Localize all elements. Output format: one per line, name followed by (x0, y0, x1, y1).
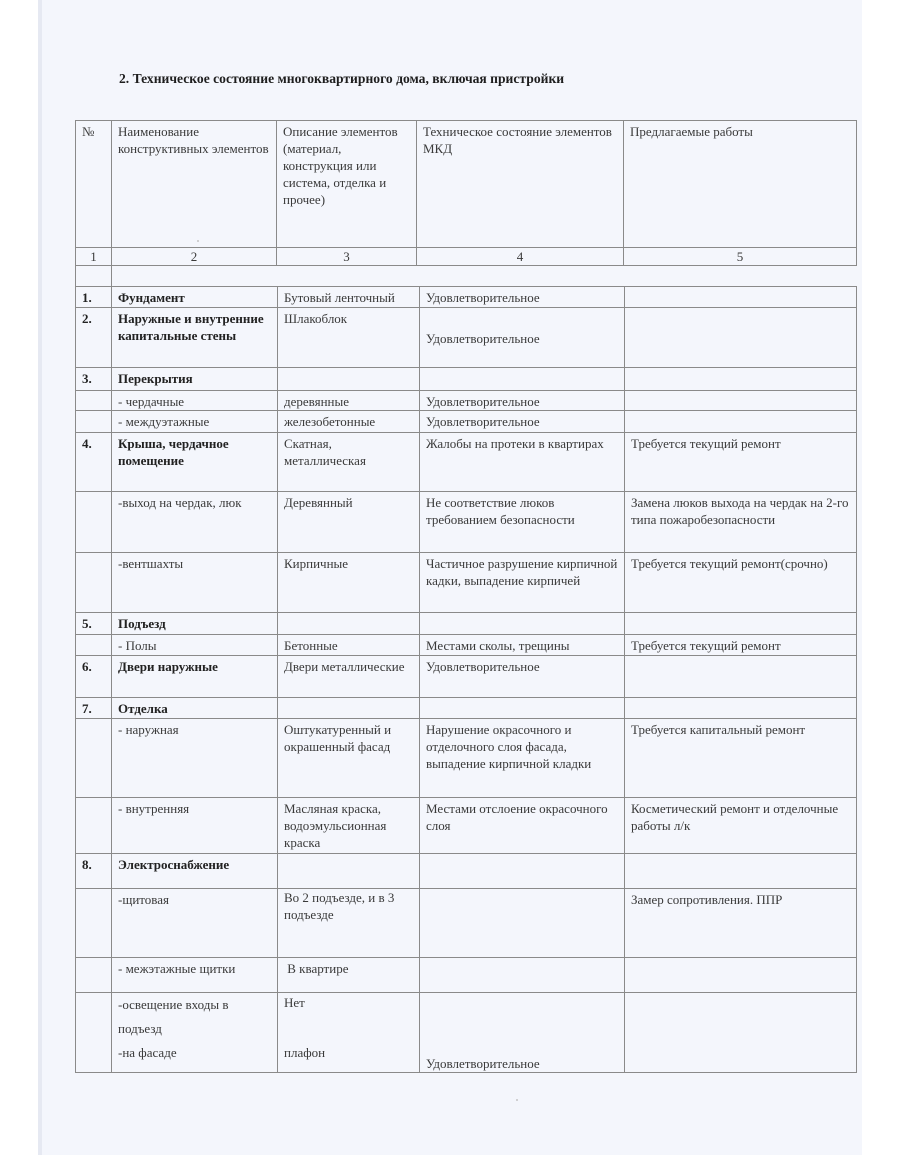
element-description: Оштукатуренный и окрашенный фасад (278, 719, 420, 798)
table-header-row (76, 121, 857, 248)
header-element-name: Наименование конструктивных элементов (112, 121, 277, 248)
row-number: 4. (76, 433, 112, 492)
proposed-works: Требуется текущий ремонт(срочно) (625, 553, 857, 613)
header-table (75, 120, 857, 287)
row-number (76, 411, 112, 433)
element-name: Электроснабжение (112, 854, 278, 889)
proposed-works: Требуется текущий ремонт (625, 433, 857, 492)
element-description: Скатная, металлическая (278, 433, 420, 492)
element-condition: Жалобы на протеки в квартирах (420, 433, 625, 492)
table-row (76, 889, 857, 958)
table-row (76, 958, 857, 993)
element-description-group (278, 993, 420, 1073)
row-number (76, 798, 112, 854)
element-description: Двери металлические (278, 656, 420, 698)
row-number: 3. (76, 368, 112, 391)
element-name: Наружные и внутренние капитальные стены (112, 308, 278, 368)
table-row (76, 635, 857, 656)
row-number: 2. (76, 308, 112, 368)
proposed-works (625, 308, 857, 368)
proposed-works: Требуется текущий ремонт (625, 635, 857, 656)
proposed-works (625, 958, 857, 993)
element-name: Фундамент (112, 287, 278, 308)
element-description (278, 698, 420, 719)
table-row (76, 308, 857, 368)
proposed-works (625, 411, 857, 433)
column-number: 5 (624, 248, 857, 266)
element-name: - внутренняя (112, 798, 278, 854)
element-name: Двери наружные (112, 656, 278, 698)
element-description: плафон (284, 1045, 326, 1060)
element-condition: Местами отслоение окрасочного слоя (420, 798, 625, 854)
element-name: - чердачные (112, 391, 278, 411)
scan-speck (197, 240, 199, 242)
element-condition: Частичное разрушение кирпичной кадки, выпадение кирпичей (420, 553, 625, 613)
element-condition: Удовлетворительное (420, 656, 625, 698)
element-name: - межэтажные щитки (112, 958, 278, 993)
element-name-group (112, 993, 278, 1073)
proposed-works (625, 993, 857, 1073)
proposed-works (625, 613, 857, 635)
table-row (76, 553, 857, 613)
header-description: Описание элементов (материал, конструкция или система, отделка и прочее) (277, 121, 417, 248)
element-description: Во 2 подъезде, и в 3 подъезде (278, 889, 420, 958)
table-row (76, 719, 857, 798)
element-description: Деревянный (278, 492, 420, 553)
spacer-cell (76, 266, 112, 287)
row-number (76, 492, 112, 553)
column-number-row (76, 248, 857, 266)
column-number: 1 (76, 248, 112, 266)
element-name: Отделка (112, 698, 278, 719)
header-number: № (76, 121, 112, 248)
page-edge-shadow (38, 0, 42, 1155)
header-condition: Техническое состояние элементов МКД (417, 121, 624, 248)
document-title: 2. Техническое состояние многоквартирного дома, включая пристройки (119, 71, 565, 86)
element-name: -вентшахты (112, 553, 278, 613)
proposed-works (625, 368, 857, 391)
table-row (76, 368, 857, 391)
element-description: Нет (284, 995, 305, 1010)
element-name: - Полы (112, 635, 278, 656)
row-number (76, 719, 112, 798)
proposed-works (625, 287, 857, 308)
row-number: 8. (76, 854, 112, 889)
table-row (76, 613, 857, 635)
table-row (76, 854, 857, 889)
element-condition: Не соответствие люков требованием безопасности (420, 492, 625, 553)
table-row (76, 433, 857, 492)
table-row (76, 656, 857, 698)
scan-speck (516, 1099, 518, 1101)
element-condition (420, 698, 625, 719)
column-number: 3 (277, 248, 417, 266)
element-condition (420, 613, 625, 635)
element-description: железобетонные (278, 411, 420, 433)
row-number (76, 391, 112, 411)
spacer-row (76, 266, 857, 287)
element-description: Кирпичные (278, 553, 420, 613)
element-condition: Удовлетворительное (420, 391, 625, 411)
element-description: В квартире (278, 958, 420, 993)
element-name: Перекрытия (112, 368, 278, 391)
proposed-works: Косметический ремонт и отделочные работы л/к (625, 798, 857, 854)
element-description (278, 854, 420, 889)
element-condition: Удовлетворительное (420, 411, 625, 433)
element-name: -на фасаде (118, 1045, 177, 1060)
row-number (76, 889, 112, 958)
row-number (76, 958, 112, 993)
row-number (76, 993, 112, 1073)
proposed-works (625, 656, 857, 698)
condition-table (75, 286, 857, 1073)
spacer-cell (112, 266, 857, 287)
element-description (278, 368, 420, 391)
row-number: 6. (76, 656, 112, 698)
row-number: 1. (76, 287, 112, 308)
table-row (76, 492, 857, 553)
column-number: 4 (417, 248, 624, 266)
element-condition (420, 958, 625, 993)
proposed-works: Замер сопротивления. ППР (625, 889, 857, 958)
element-description: Шлакоблок (278, 308, 420, 368)
element-description: Масляная краска, водоэмульсионная краска (278, 798, 420, 854)
element-name: - наружная (112, 719, 278, 798)
element-name: Крыша, чердачное помещение (112, 433, 278, 492)
row-number: 5. (76, 613, 112, 635)
element-condition (420, 368, 625, 391)
element-condition: Местами сколы, трещины (420, 635, 625, 656)
proposed-works (625, 854, 857, 889)
element-name: Подъезд (112, 613, 278, 635)
header-proposed-works: Предлагаемые работы (624, 121, 857, 248)
element-description (278, 613, 420, 635)
proposed-works: Требуется капитальный ремонт (625, 719, 857, 798)
table-row (76, 993, 857, 1073)
column-number: 2 (112, 248, 277, 266)
element-name: -освещение входы в подъезд (118, 997, 229, 1036)
table-row (76, 391, 857, 411)
element-condition: Нарушение окрасочного и отделочного слоя фасада, выпадение кирпичной кладки (420, 719, 625, 798)
element-name: -щитовая (112, 889, 278, 958)
element-condition: Удовлетворительное (420, 993, 625, 1073)
element-name: - междуэтажные (112, 411, 278, 433)
element-condition: Удовлетворительное (420, 308, 625, 368)
table-row (76, 798, 857, 854)
element-name: -выход на чердак, люк (112, 492, 278, 553)
element-condition: Удовлетворительное (420, 287, 625, 308)
element-description: Бутовый ленточный (278, 287, 420, 308)
table-row (76, 411, 857, 433)
table-row (76, 287, 857, 308)
table-row (76, 698, 857, 719)
element-condition (420, 889, 625, 958)
row-number (76, 553, 112, 613)
element-description: Бетонные (278, 635, 420, 656)
element-description: деревянные (278, 391, 420, 411)
row-number: 7. (76, 698, 112, 719)
element-condition (420, 854, 625, 889)
row-number (76, 635, 112, 656)
proposed-works (625, 391, 857, 411)
proposed-works: Замена люков выхода на чердак на 2-го типа пожаробезопасности (625, 492, 857, 553)
proposed-works (625, 698, 857, 719)
